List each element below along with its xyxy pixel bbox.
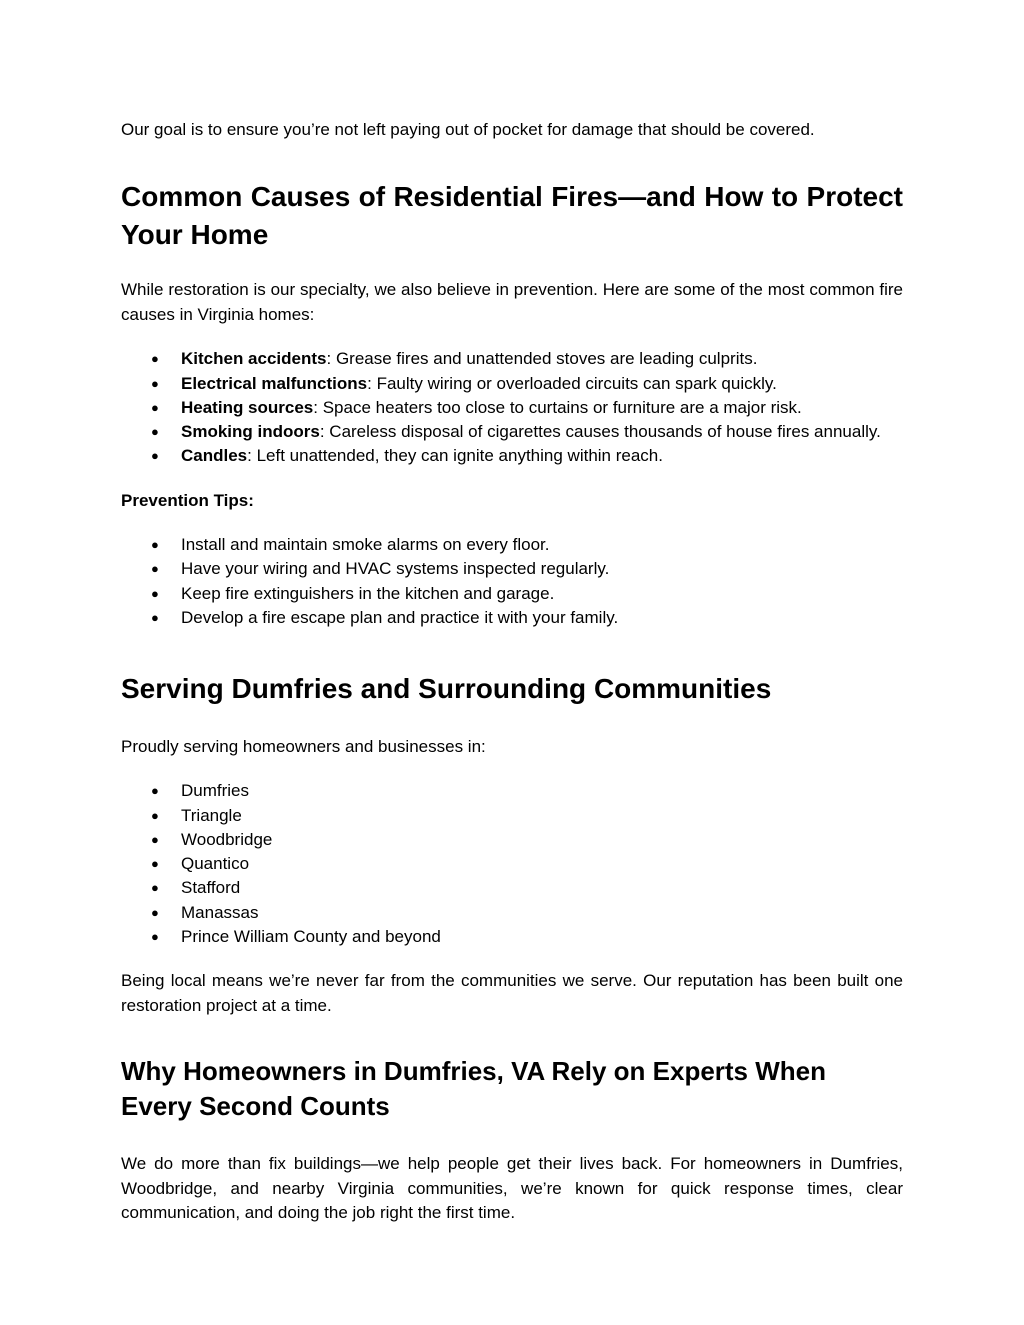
cause-term: Smoking indoors xyxy=(181,422,320,442)
area-text: Prince William County and beyond xyxy=(181,926,441,946)
bullet-icon: ● xyxy=(151,585,159,601)
list-item xyxy=(121,533,903,557)
list-item xyxy=(121,852,903,876)
serving-paragraph: Proudly serving homeowners and businesses in: xyxy=(121,736,486,756)
bullet-icon: ● xyxy=(151,399,159,415)
list-item xyxy=(121,372,903,396)
list-item xyxy=(121,606,903,630)
bullet-icon: ● xyxy=(151,880,159,896)
cause-text: : Careless disposal of cigarettes causes thousands of house fires annually. xyxy=(319,422,881,442)
list-item xyxy=(121,828,903,852)
cause-term: Candles xyxy=(181,446,248,466)
area-text: Manassas xyxy=(181,902,259,922)
bullet-icon: ● xyxy=(151,448,159,464)
causes-list xyxy=(121,347,903,468)
list-item xyxy=(121,779,903,803)
why-heading: Why Homeowners in Dumfries, VA Rely on Experts When Every Second Counts xyxy=(121,1056,827,1122)
list-item xyxy=(121,901,903,925)
list-item xyxy=(121,557,903,581)
area-text: Triangle xyxy=(181,805,242,825)
bullet-icon: ● xyxy=(151,424,159,440)
causes-paragraph: While restoration is our specialty, we also believe in prevention. Here are some of the most common fire causes in Virginia homes: xyxy=(121,280,903,324)
bullet-icon: ● xyxy=(151,807,159,823)
bullet-icon: ● xyxy=(151,928,159,944)
area-text: Woodbridge xyxy=(181,829,273,849)
list-item xyxy=(121,804,903,828)
list-item xyxy=(121,876,903,900)
area-text: Dumfries xyxy=(181,781,250,801)
cause-text: : Grease fires and unattended stoves are leading culprits. xyxy=(326,349,758,369)
bullet-icon: ● xyxy=(151,537,159,553)
document-page xyxy=(121,118,903,1225)
list-item xyxy=(121,420,903,444)
list-item xyxy=(121,925,903,949)
tip-text: Develop a fire escape plan and practice it with your family. xyxy=(181,608,619,627)
tip-text: Have your wiring and HVAC systems inspected regularly. xyxy=(181,559,610,579)
why-paragraph: We do more than fix buildings—we help people get their lives back. For homeowners in Dumfries, Woodbridge, and nearby Virginia communities, we’re known for quick response times, clear communication, and doing the job right the first time. xyxy=(121,1154,903,1222)
cause-term: Kitchen accidents xyxy=(181,349,327,369)
cause-term: Electrical malfunctions xyxy=(181,373,368,393)
cause-text: : Faulty wiring or overloaded circuits can spark quickly. xyxy=(367,373,777,393)
bullet-icon: ● xyxy=(151,610,159,625)
cause-term: Heating sources xyxy=(181,397,314,417)
bullet-icon: ● xyxy=(151,561,159,577)
prevention-tips-label: Prevention Tips: xyxy=(121,490,254,510)
list-item xyxy=(121,582,903,606)
bullet-icon: ● xyxy=(151,783,159,799)
list-item xyxy=(121,347,903,371)
tip-text: Keep fire extinguishers in the kitchen and garage. xyxy=(181,583,555,603)
intro-paragraph: Our goal is to ensure you’re not left paying out of pocket for damage that should be covered. xyxy=(121,120,815,139)
list-item xyxy=(121,396,903,420)
prevention-tips-list xyxy=(121,533,903,630)
area-text: Stafford xyxy=(181,878,241,898)
bullet-icon: ● xyxy=(151,904,159,920)
service-areas-list xyxy=(121,779,903,949)
bullet-icon: ● xyxy=(151,351,159,367)
serving-closing-paragraph: Being local means we’re never far from the communities we serve. Our reputation has been built one restoration project at a time. xyxy=(121,971,903,1015)
tip-text: Install and maintain smoke alarms on every floor. xyxy=(181,535,550,555)
bullet-icon: ● xyxy=(151,856,159,872)
bullet-icon: ● xyxy=(151,375,159,391)
cause-text: : Left unattended, they can ignite anything within reach. xyxy=(247,446,663,466)
bullet-icon: ● xyxy=(151,831,159,847)
serving-heading: Serving Dumfries and Surrounding Communities xyxy=(121,673,772,705)
area-text: Quantico xyxy=(181,854,250,874)
list-item xyxy=(121,444,903,468)
cause-text: : Space heaters too close to curtains or furniture are a major risk. xyxy=(313,397,802,417)
causes-heading: Common Causes of Residential Fires—and How to Protect Your Home xyxy=(121,181,903,250)
